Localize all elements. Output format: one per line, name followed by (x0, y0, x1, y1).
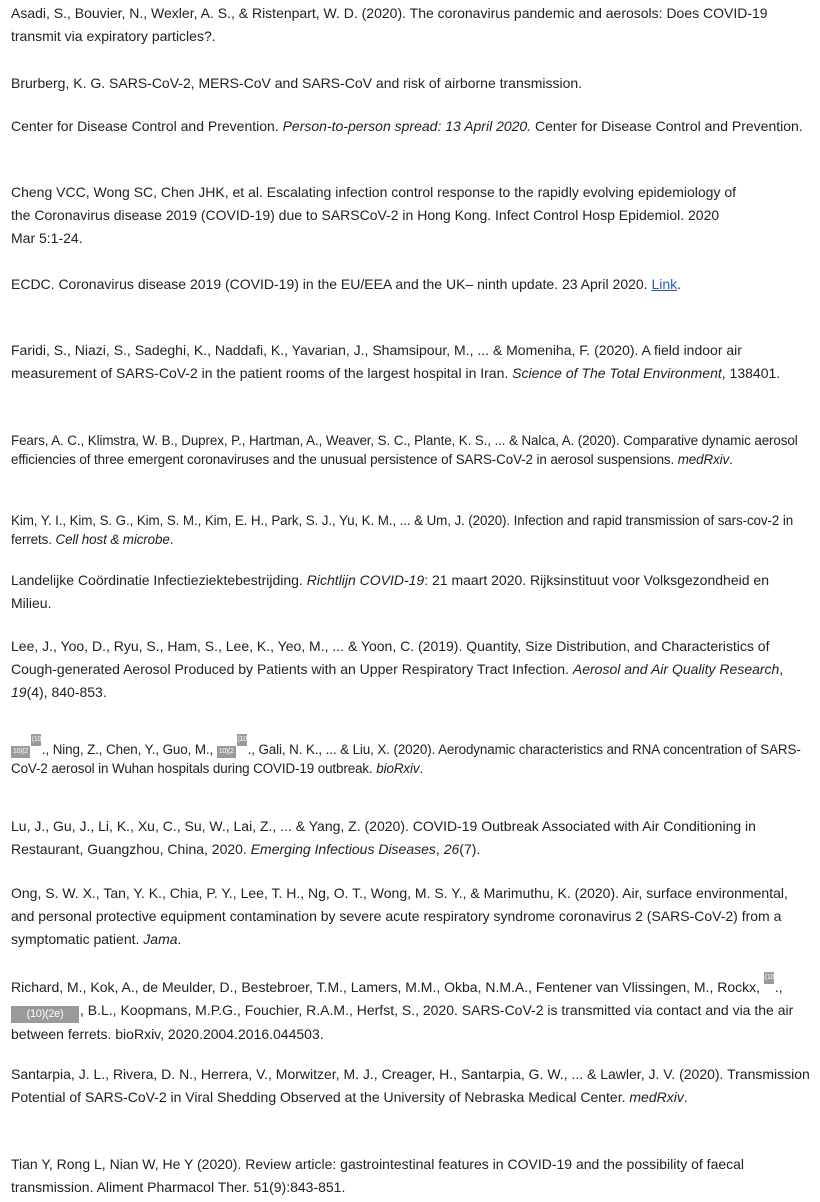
reference-brurberg: Brurberg, K. G. SARS-CoV-2, MERS-CoV and SARS-CoV and risk of airborne transmission. (11, 75, 583, 91)
redaction-box: 10)(2 (11, 746, 30, 758)
reference-richard: Richard, M., Kok, A., de Meulder, D., Bestebroer, T.M., Lamers, M.M., Okba, N.M.A., Fentener van Vlissingen, M., Rockx, (10)(2 ., (10)(2e) , B.L., Koopmans, M.P.G., Fouchier, R.A.M., Herfst, S., 2020. SARS-CoV-2 is transmitted via contact and via the air between ferrets. bioRxiv, 2020.2004.2016.044503. (11, 974, 794, 1042)
reference-ecdc: ECDC. Coronavirus disease 2019 (COVID-19) in the EU/EEA and the UK– ninth update. 23 April 2020. Link. (11, 276, 682, 292)
redaction-box: (10)(2 (764, 974, 777, 993)
reference-cdc: Center for Disease Control and Prevention. Person-to-person spread: 13 April 2020. Center for Disease Control and Prevention. (11, 118, 803, 134)
reference-santarpia: Santarpia, J. L., Rivera, D. N., Herrera, V., Morwitzer, M. J., Creager, H., Santarpia, G. W., ... & Lawler, J. V. (2020). Transmission Potential of SARS-CoV-2 in Viral Shedding Observed at the University of Nebraska Medical Center. medRxiv. (11, 1066, 810, 1105)
reference-ong: Ong, S. W. X., Tan, Y. K., Chia, P. Y., Lee, T. H., Ng, O. T., Wong, M. S. Y., & Marimuthu, K. (2020). Air, surface environmental, and personal protective equipment contamination by severe acute respiratory syndrome coronavirus 2 (SARS-CoV-2) from a symptomatic patient. Jama. (11, 885, 788, 947)
reference-lee: Lee, J., Yoo, D., Ryu, S., Ham, S., Lee, K., Yeo, M., ... & Yoon, C. (2019). Quantity, Size Distribution, and Characteristics of Cough-generated Aerosol Produced by Patients with an Upper Respiratory Tract Infection. Aerosol and Air Quality Research, 19(4), 840-853. (11, 638, 784, 700)
ecdc-link[interactable]: Link (651, 276, 678, 292)
reference-faridi: Faridi, S., Niazi, S., Sadeghi, K., Naddafi, K., Yavarian, J., Shamsipour, M., ... & Momeniha, F. (2020). A field indoor air measurement of SARS-CoV-2 in the patient rooms of the largest hospital in Iran. Science of The Total Environment, 138401. (11, 342, 781, 381)
redaction-box: 10)(2 (217, 746, 236, 758)
reference-tian: Tian Y, Rong L, Nian W, He Y (2020). Review article: gastrointestinal features in COVID-19 and the possibility of faecal transmission. Aliment Pharmacol Ther. 51(9):843-851. (11, 1156, 745, 1195)
redaction-box: (10)(2 (237, 736, 249, 755)
reference-liu: 10)(2(10)(2 ., Ning, Z., Chen, Y., Guo, M., 10)(2(10)(2 ., Gali, N. K., ... & Liu, X. (2020). Aerodynamic characteristics and RNA concentration of SARS-CoV-2 aerosol in Wuhan hospitals during COVID-19 outbreak. bioRxiv. (11, 736, 801, 776)
redaction-box: (10)(2e) (11, 1006, 79, 1023)
reference-kim: Kim, Y. I., Kim, S. G., Kim, S. M., Kim, E. H., Park, S. J., Yu, K. M., ... & Um, J. (2020). Infection and rapid transmission of sars-cov-2 in ferrets. Cell host & microbe. (11, 513, 794, 547)
redaction-box: (10)(2 (31, 736, 44, 755)
reference-landelijke: Landelijke Coördinatie Infectieziektebestrijding. Richtlijn COVID-19: 21 maart 2020. Rijksinstituut voor Volksgezondheid en Milieu. (11, 572, 769, 611)
reference-lu: Lu, J., Gu, J., Li, K., Xu, C., Su, W., Lai, Z., ... & Yang, Z. (2020). COVID-19 Outbreak Associated with Air Conditioning in Restaurant, Guangzhou, China, 2020. Emerging Infectious Diseases, 26(7). (11, 818, 756, 857)
reference-asadi: Asadi, S., Bouvier, N., Wexler, A. S., & Ristenpart, W. D. (2020). The coronavirus pandemic and aerosols: Does COVID-19 transmit via expiratory particles?. (11, 5, 768, 44)
reference-fears: Fears, A. C., Klimstra, W. B., Duprex, P., Hartman, A., Weaver, S. C., Plante, K. S., ... & Nalca, A. (2020). Comparative dynamic aerosol efficiencies of three emergent coronaviruses and the unusual persistence of SARS-CoV-2 in aerosol suspensions. medRxiv. (11, 433, 798, 467)
reference-cheng: Cheng VCC, Wong SC, Chen JHK, et al. Escalating infection control response to the rapidly evolving epidemiology of the Coronavirus disease 2019 (COVID-19) due to SARSCoV-2 in Hong Kong. Infect Control Hosp Epidemiol. 2020 Mar 5:1-24. (11, 184, 737, 246)
